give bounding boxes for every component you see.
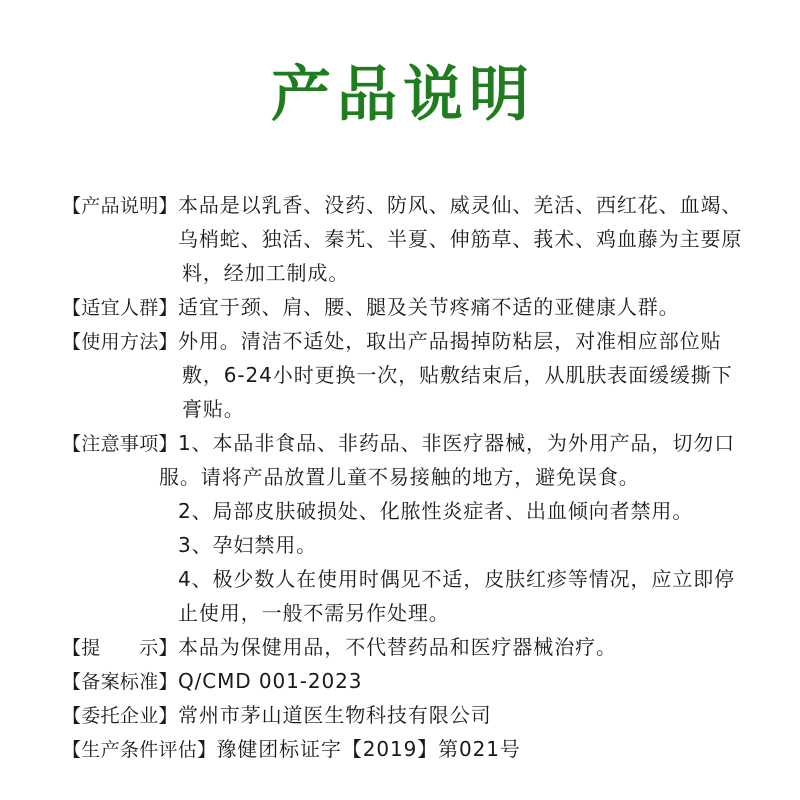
section-text-continuation: 料，经加工制成。 xyxy=(182,261,350,285)
section-text: 1、本品非食品、非药品、非医疗器械，为外用产品，切勿口 xyxy=(178,431,736,455)
section-text-continuation: 膏贴。 xyxy=(182,397,245,421)
section-text-continuation: 3、孕妇禁用。 xyxy=(178,533,318,557)
section-suitable-group xyxy=(62,290,782,324)
section-label: 【产品说明】 xyxy=(62,195,178,217)
product-info-list xyxy=(62,188,782,766)
section-product-description xyxy=(62,188,782,222)
section-text: 本品是以乳香、没药、防风、威灵仙、羌活、西红花、血竭、 xyxy=(178,193,743,217)
section-precautions xyxy=(62,426,782,460)
section-text: 豫健团标证字【2019】第021号 xyxy=(216,737,521,761)
section-text-continuation: 2、局部皮肤破损处、化脓性炎症者、出血倾向者禁用。 xyxy=(178,499,694,523)
section-text-continuation: 止使用，一般不需另作处理。 xyxy=(178,601,450,625)
section-text-continuation: 敷，6-24小时更换一次，贴敷结束后，从肌肤表面缓缓撕下 xyxy=(182,363,733,387)
section-production-assessment xyxy=(62,732,782,766)
section-label: 【备案标准】 xyxy=(62,671,178,693)
page-title: 产品说明 xyxy=(271,60,535,130)
section-text-continuation: 4、极少数人在使用时偶见不适，皮肤红疹等情况，应立即停 xyxy=(178,567,736,591)
section-label: 【提 示】 xyxy=(62,637,178,659)
section-label: 【使用方法】 xyxy=(62,331,178,353)
section-notice xyxy=(62,630,782,664)
section-label: 【适宜人群】 xyxy=(62,297,178,319)
section-text: 常州市茅山道医生物科技有限公司 xyxy=(178,703,492,727)
section-label: 【注意事项】 xyxy=(62,433,178,455)
section-text: 外用。清洁不适处，取出产品揭掉防粘层，对准相应部位贴 xyxy=(178,329,722,353)
section-label: 【委托企业】 xyxy=(62,705,178,727)
section-text-continuation: 乌梢蛇、独活、秦艽、半夏、伸筋草、莪术、鸡血藤为主要原 xyxy=(178,227,743,251)
section-text: Q/CMD 001-2023 xyxy=(178,669,363,693)
section-text: 本品为保健用品，不代替药品和医疗器械治疗。 xyxy=(178,635,617,659)
section-text-continuation: 服。请将产品放置儿童不易接触的地方，避免误食。 xyxy=(159,465,640,489)
section-filing-standard xyxy=(62,664,782,698)
section-usage xyxy=(62,324,782,358)
section-text: 适宜于颈、肩、腰、腿及关节疼痛不适的亚健康人群。 xyxy=(178,295,680,319)
section-entrusted-company xyxy=(62,698,782,732)
section-label: 【生产条件评估】 xyxy=(62,739,217,761)
